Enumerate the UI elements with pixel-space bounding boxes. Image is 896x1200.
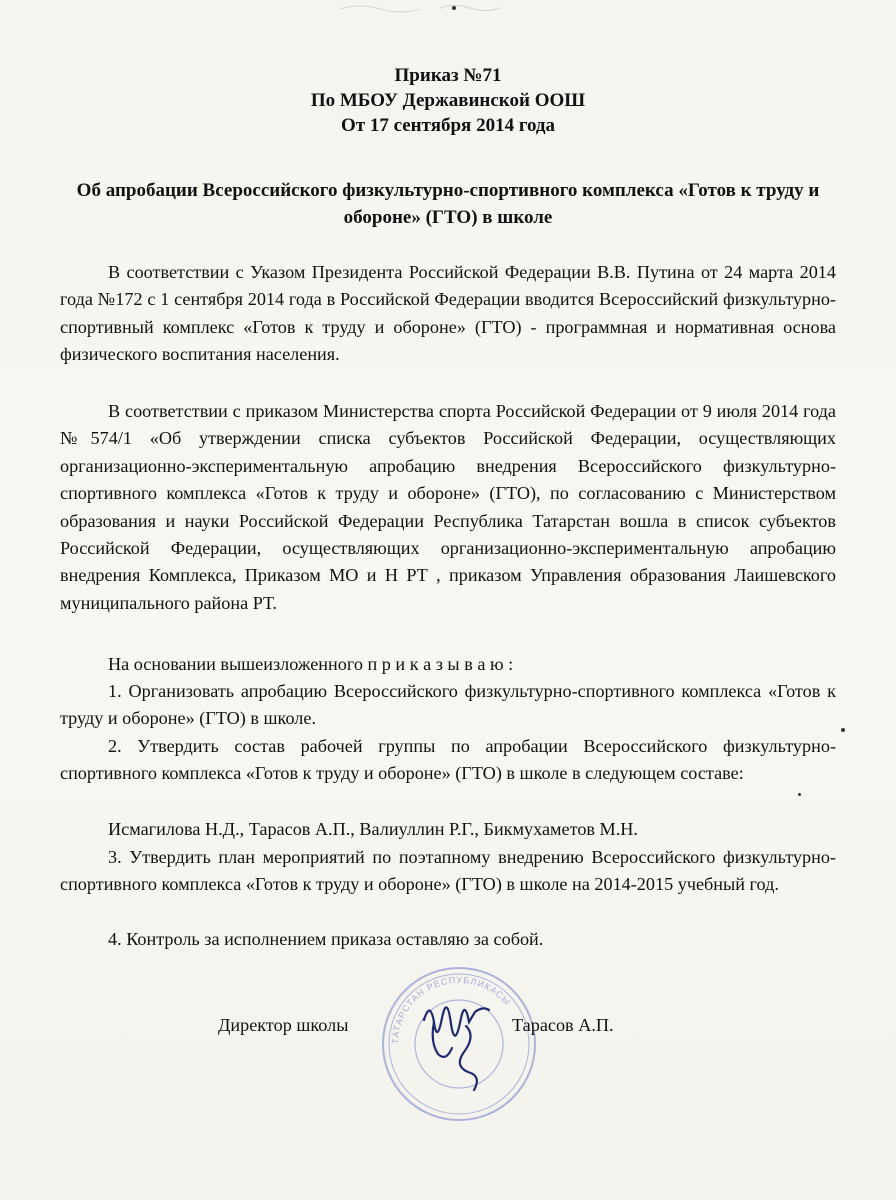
order-item-4: 4. Контроль за исполнением приказа оставляю за собой. [108, 929, 544, 949]
bleed-through-mark [330, 0, 520, 18]
stamp-text: ТАТАРСТАН РЕСПУБЛИКАСЫ [389, 974, 513, 1045]
paragraph-order-intro: На основании вышеизложенного п р и к а з ы в а ю : [108, 654, 514, 674]
speck [841, 728, 845, 732]
order-item-2: 2. Утвердить состав рабочей группы по апробации Всероссийского физкультурно-спортивного комплекса «Готов к труду и обороне» (ГТО) в школе в следующем составе: [60, 736, 836, 784]
organization-name: По МБОУ Державинской ООШ [310, 90, 586, 111]
signatory-name: Тарасов А.П. [512, 1015, 614, 1035]
signatory-role: Директор школы [218, 1015, 349, 1035]
working-group-members: Исмагилова Н.Д., Тарасов А.П., Валиуллин Р.Г., Бикмухаметов М.Н. [108, 819, 638, 839]
order-item-3: 3. Утвердить план мероприятий по поэтапному внедрению Всероссийского физкультурно-спортивного комплекса «Готов к труду и обороне» (ГТО) в школе на 2014-2015 учебный год. [60, 847, 836, 895]
speck [452, 6, 456, 10]
order-date: От 17 сентября 2014 года [340, 115, 556, 136]
svg-text:ТАТАРСТАН РЕСПУБЛИКАСЫ [390, 975, 513, 1044]
order-number: Приказ №71 [394, 65, 502, 86]
official-stamp [376, 962, 542, 1122]
order-subject: Об апробации Всероссийского физкультурно-спортивного комплекса «Готов к труду и обороне» (ГТО) в школе [76, 180, 820, 228]
paragraph-ministry-order: В соответствии с приказом Министерства спорта Российской Федерации от 9 июля 2014 года №574/1 «Об утверждении списка субъектов Российской Федерации, осуществляющих организационно-экспериментальную апробацию внедрения Всероссийского физкультурно-спортивного комплекса «Готов к труду и обороне» (ГТО), по согласованию с Министерством образования и науки Российской Федерации Республика Татарстан вошла в список субъектов Российской Федерации, осуществляющих организационно-экспериментальную апробацию внедрения Комплекса, Приказом МО и Н РТ , приказом Управления образования Лаишевского муниципального района РТ. [60, 401, 836, 613]
signature-scribble [424, 1007, 489, 1090]
speck [798, 793, 801, 796]
order-item-1: 1. Организовать апробацию Всероссийского физкультурно-спортивного комплекса «Готов к труду и обороне» (ГТО) в школе. [60, 681, 836, 729]
paragraph-decree-reference: В соответствии с Указом Президента Российской Федерации В.В. Путина от 24 марта 2014 года №172 с 1 сентября 2014 года в Российской Федерации вводится Всероссийский физкультурно-спортивный комплекс «Готов к труду и обороне» (ГТО) - программная и нормативная основа физического воспитания населения. [60, 262, 836, 365]
